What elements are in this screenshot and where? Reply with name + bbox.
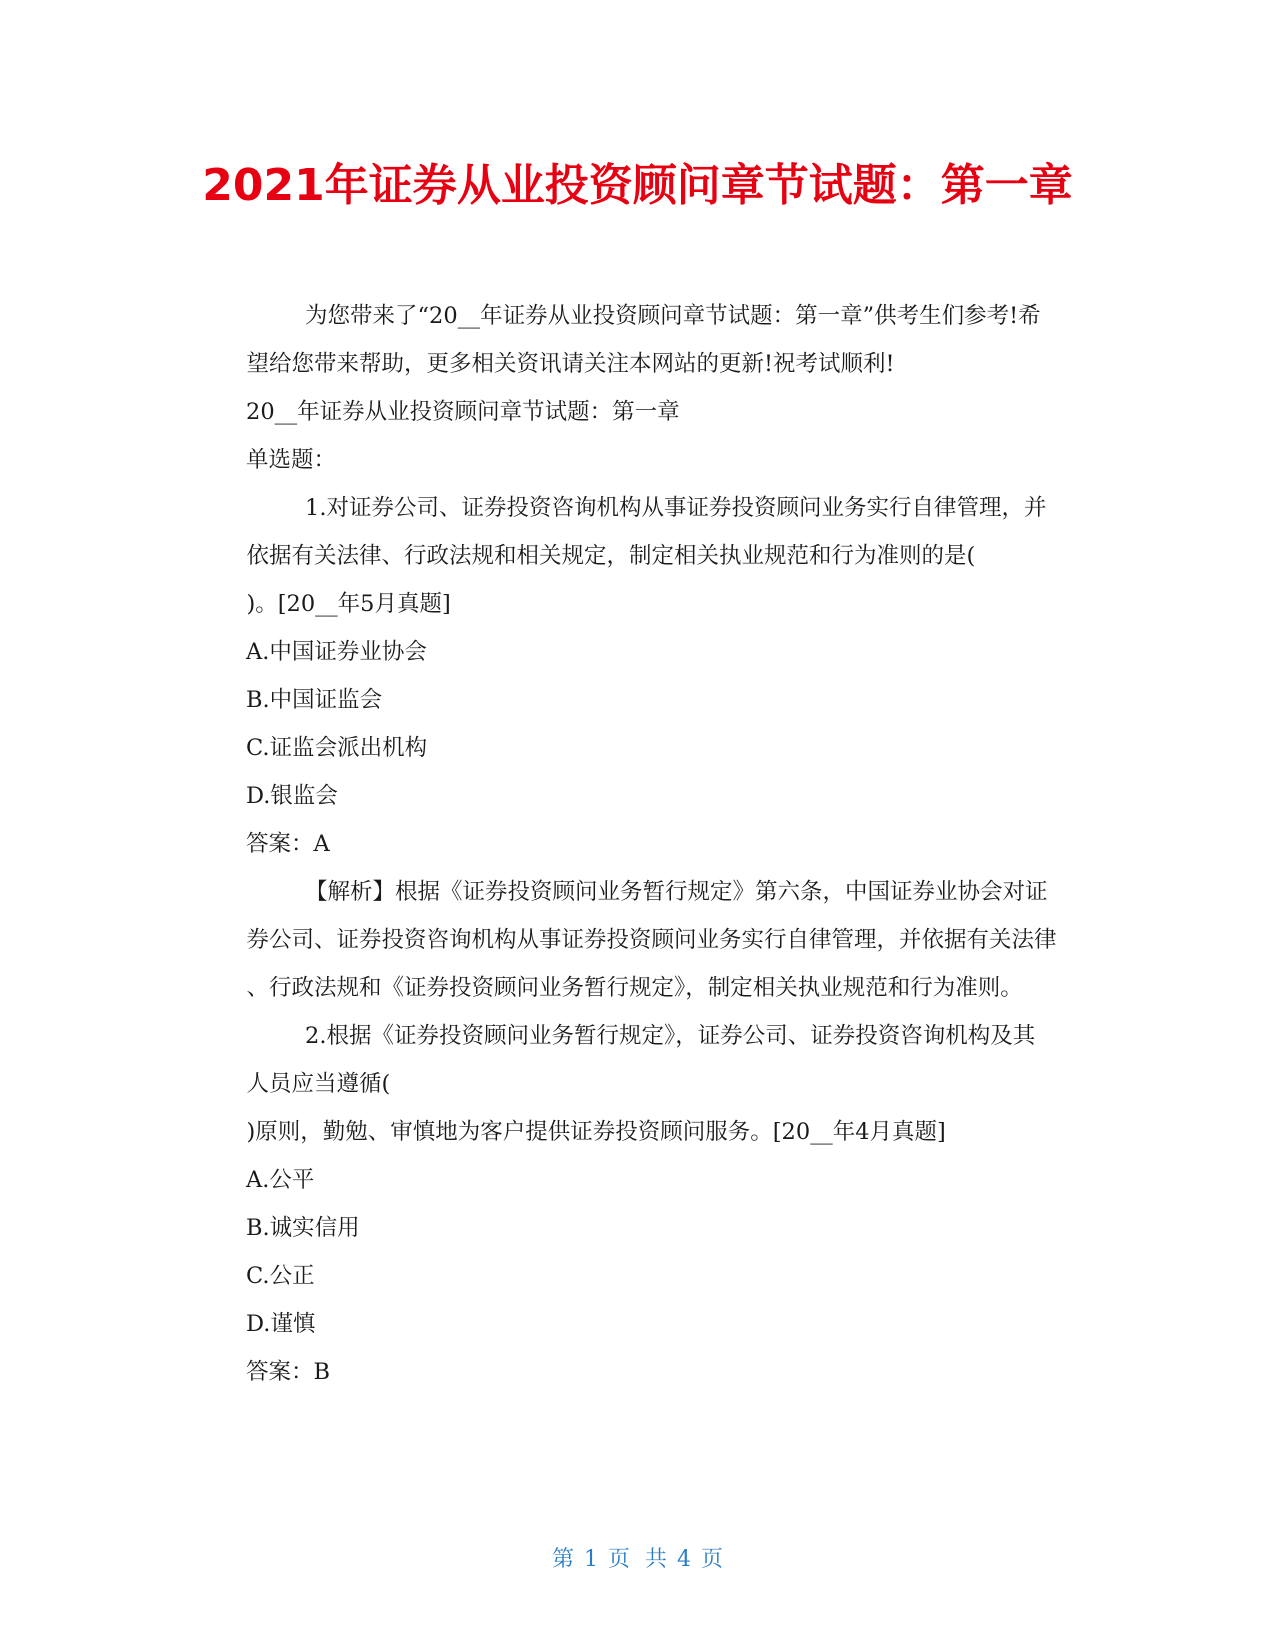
footer-total-pages: 4: [677, 1547, 691, 1572]
analysis-line-2: 券公司、证券投资咨询机构从事证券投资顾问业务实行自律管理，并依据有关法律: [246, 927, 1057, 953]
footer-page-number: 1: [584, 1547, 598, 1572]
question-2-line-3: )原则，勤勉、审慎地为客户提供证券投资顾问服务。[20__年4月真题]: [246, 1119, 946, 1145]
question-2-line-1: 2.根据《证券投资顾问业务暂行规定》，证券公司、证券投资咨询机构及其: [305, 1023, 1036, 1049]
question-1-option-b: B.中国证监会: [246, 687, 383, 713]
question-1-analysis: [188, 868, 1088, 1012]
subtitle: 20__年证券从业投资顾问章节试题：第一章: [246, 399, 680, 425]
analysis-line-3: 、行政法规和《证券投资顾问业务暂行规定》，制定相关执业规范和行为准则。: [246, 975, 1023, 1001]
question-1-line-1: 1.对证券公司、证券投资咨询机构从事证券投资顾问业务实行自律管理，并: [305, 495, 1047, 521]
question-2-option-d: D.谨慎: [246, 1311, 316, 1337]
intro-line-2: 望给您带来帮助，更多相关资讯请关注本网站的更新!祝考试顺利!: [246, 351, 895, 377]
question-2-answer: 答案：B: [246, 1359, 331, 1385]
footer-suffix: 页: [701, 1547, 724, 1572]
page-title: 2021年证券从业投资顾问章节试题：第一章: [202, 160, 1073, 211]
question-2-option-a: A.公平: [246, 1167, 315, 1193]
question-1-line-2: 依据有关法律、行政法规和相关规定，制定相关执业规范和行为准则的是(: [246, 543, 976, 569]
question-1-option-d: D.银监会: [246, 783, 338, 809]
question-1-answer: 答案：A: [246, 831, 330, 857]
intro-paragraph: [188, 292, 1088, 388]
question-1-option-a: A.中国证券业协会: [246, 639, 427, 665]
question-1: [188, 484, 1088, 628]
footer-prefix: 第: [551, 1547, 574, 1572]
question-2-option-c: C.公正: [246, 1263, 315, 1289]
intro-line-1: 为您带来了“20__年证券从业投资顾问章节试题：第一章”供考生们参考!希: [305, 303, 1041, 329]
question-1-option-c: C.证监会派出机构: [246, 735, 428, 761]
question-2-option-b: B.诚实信用: [246, 1215, 360, 1241]
section-heading: 单选题：: [246, 447, 337, 473]
analysis-line-1: 【解析】根据《证券投资顾问业务暂行规定》第六条，中国证券业协会对证: [305, 879, 1048, 905]
question-2-line-2: 人员应当遵循(: [246, 1071, 391, 1097]
question-1-line-3: )。[20__年5月真题]: [246, 591, 451, 617]
question-2: [188, 1012, 1088, 1156]
page-footer: [0, 1545, 1275, 1575]
document-body: [188, 292, 1088, 1396]
footer-middle: 页 共: [608, 1547, 667, 1572]
